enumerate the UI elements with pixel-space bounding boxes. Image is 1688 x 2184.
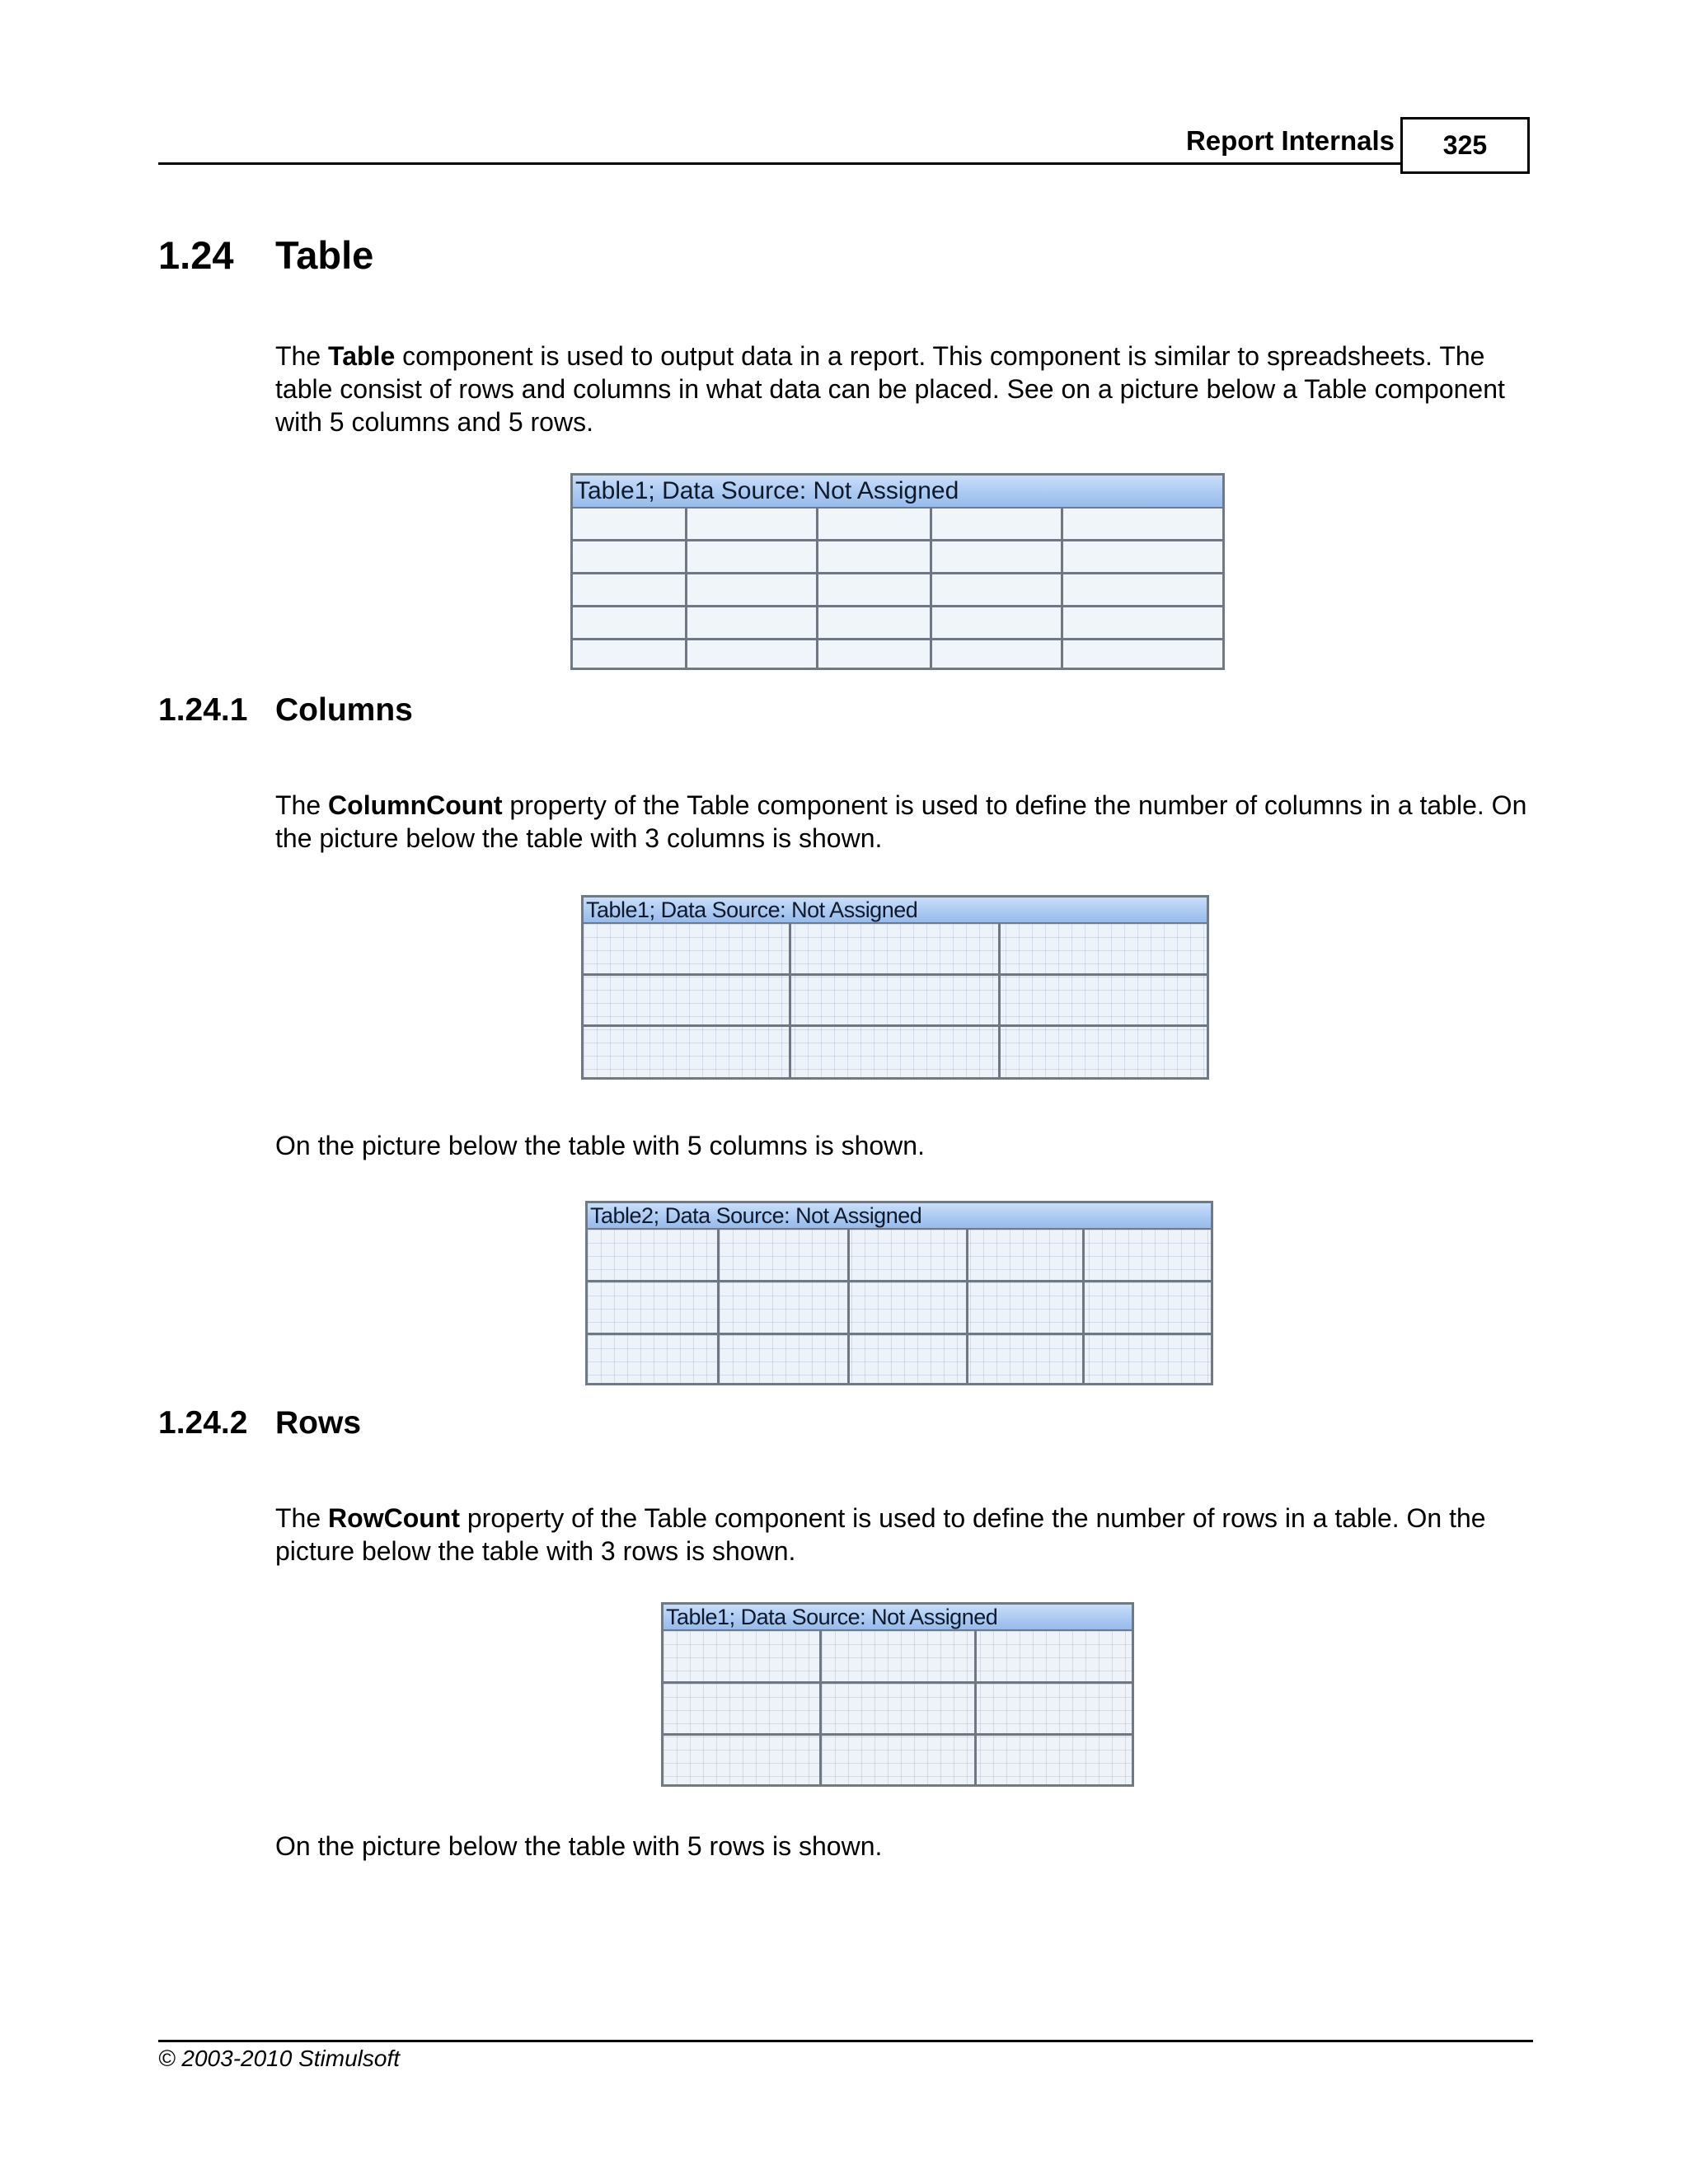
intro-paragraph	[275, 340, 1528, 438]
column-divider	[966, 1230, 968, 1383]
footer-rule	[158, 2040, 1533, 2042]
column-divider	[998, 924, 1001, 1077]
table-figure-5x5	[570, 473, 1225, 670]
row-divider	[584, 973, 1207, 976]
columns-text-rest: property of the Table component is used to define the number of columns in a table. On the picture below the table with 3 columns is shown.	[275, 790, 1527, 853]
column-divider	[1061, 509, 1063, 668]
header-rule	[158, 162, 1402, 165]
subsection-title: Columns	[275, 692, 413, 728]
row-divider	[663, 1681, 1132, 1684]
column-divider	[1082, 1230, 1085, 1383]
column-divider	[819, 1631, 822, 1784]
table-title-bar: Table1; Data Source: Not Assigned	[663, 1605, 1132, 1631]
rows-text-rest: property of the Table component is used to define the number of rows in a table. On the picture below the table with 3 rows is shown.	[275, 1503, 1486, 1566]
column-divider	[847, 1230, 850, 1383]
row-divider	[573, 605, 1222, 607]
subsection-title: Rows	[275, 1405, 362, 1441]
columns-paragraph	[275, 789, 1528, 855]
table-grid	[663, 1631, 1132, 1784]
page-number: 325	[1400, 117, 1530, 174]
column-divider	[789, 924, 791, 1077]
columns-text-start: The	[275, 790, 329, 820]
section-number: 1.24	[158, 233, 234, 277]
rows-text-start: The	[275, 1503, 329, 1533]
intro-text-start: The	[275, 341, 329, 371]
subsection-number: 1.24.1	[158, 692, 248, 728]
table-title-bar: Table2; Data Source: Not Assigned	[588, 1203, 1211, 1230]
five-columns-caption: On the picture below the table with 5 columns is shown.	[275, 1131, 925, 1160]
table-grid	[588, 1230, 1211, 1383]
table-title-bar: Table1; Data Source: Not Assigned	[584, 898, 1207, 924]
row-divider	[588, 1333, 1211, 1335]
subsection-heading-rows	[158, 1405, 361, 1441]
table-grid	[573, 509, 1222, 668]
rows-paragraph	[275, 1502, 1528, 1568]
section-title: Table	[275, 233, 374, 277]
table-grid	[584, 924, 1207, 1077]
five-rows-caption: On the picture below the table with 5 rows is shown.	[275, 1831, 883, 1861]
row-divider	[663, 1733, 1132, 1736]
column-divider	[685, 509, 687, 668]
intro-term-table: Table	[328, 341, 396, 371]
column-divider	[930, 509, 932, 668]
table-figure-3-columns	[581, 895, 1209, 1080]
table-title-bar: Table1; Data Source: Not Assigned	[573, 476, 1222, 509]
row-divider	[573, 539, 1222, 541]
columns-term: ColumnCount	[328, 790, 503, 820]
row-divider	[588, 1280, 1211, 1282]
running-header-title: Report Internals	[1185, 125, 1395, 156]
column-divider	[816, 509, 818, 668]
subsection-number: 1.24.2	[158, 1405, 248, 1441]
table-figure-3-rows	[661, 1602, 1134, 1787]
section-heading	[158, 232, 373, 278]
rows-term: RowCount	[328, 1503, 460, 1533]
column-divider	[974, 1631, 977, 1784]
column-divider	[717, 1230, 720, 1383]
row-divider	[573, 638, 1222, 640]
row-divider	[573, 572, 1222, 574]
row-divider	[584, 1024, 1207, 1027]
subsection-heading-columns	[158, 692, 413, 729]
intro-text-rest: component is used to output data in a report. This component is similar to spreadsheets. The table consist of rows and columns in what data can be placed. See on a picture below a Table component with 5 columns and 5 rows.	[275, 341, 1505, 437]
footer-copyright: © 2003-2010 Stimulsoft	[158, 2046, 401, 2071]
table-figure-5-columns	[585, 1201, 1213, 1385]
